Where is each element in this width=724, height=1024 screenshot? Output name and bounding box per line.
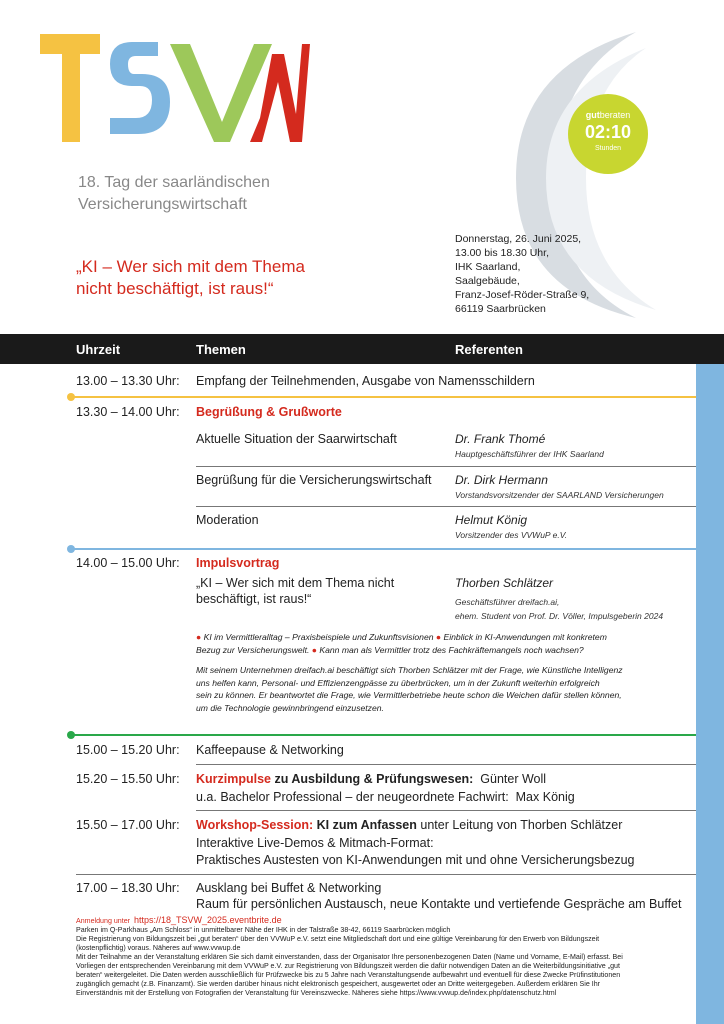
row2-s3-topic: Moderation <box>196 513 259 527</box>
event-time: 13.00 bis 18.30 Uhr, <box>455 247 549 259</box>
divider <box>196 506 696 507</box>
badge-brand-suffix: beraten <box>599 110 631 120</box>
row3-speaker-name: Thorben Schlätzer <box>455 576 554 590</box>
row5-speaker: Günter Woll <box>480 772 547 786</box>
divider <box>76 874 696 875</box>
footer-line6: beraten“ weitergeleitet. Die Daten werden ausschließlich für Prüfzwecke bis zu 5 Jahre nach Veranstaltungsende aufbewahrt und eventuell für diese Zwecke Prüfinstitutionen <box>76 971 621 979</box>
logo-letter-t-stem <box>62 34 80 142</box>
bullet2: Einblick in KI-Anwendungen mit konkretem <box>443 632 607 642</box>
row5-speaker2: Max König <box>515 790 575 804</box>
row6-title-rest: unter Leitung von Thorben Schlätzer <box>420 818 623 832</box>
event-street: Franz-Josef-Röder-Straße 9, <box>455 289 590 301</box>
row2-s2-role: Vorstandsvorsitzender der SAARLAND Versicherungen <box>455 490 664 500</box>
row3-topic-line1: „KI – Wer sich mit dem Thema nicht <box>196 576 395 590</box>
bullet2-cont: Bezug zur Versicherungswelt. <box>196 644 310 655</box>
event-info <box>455 232 589 316</box>
row3-speaker-role1: Geschäftsführer dreifach.ai, <box>455 597 560 607</box>
row5-title: Kurzimpulse <box>196 772 272 786</box>
row5-line2 <box>196 790 575 804</box>
footer-line1: Parken im Q-Parkhaus „Am Schloss“ in unmittelbarer Nähe der IHK in der Talstraße 38-42, 66119 Saarbrücken möglich <box>76 926 451 934</box>
row5-time: 15.20 – 15.50 Uhr: <box>76 772 180 786</box>
row3-speaker-role2: ehem. Student von Prof. Dr. Völler, Impulsgeberin 2024 <box>455 611 664 621</box>
row5-subtopic: u.a. Bachelor Professional – der neugeordnete Fachwirt: <box>196 790 509 804</box>
footer-line2: Die Registrierung von Bildungszeit bei „gut beraten“ über den VVWuP e.V. setzt eine Mitgliedschaft dort und eine gültige Vereinbarung für den Erwerb von Bildungszeit <box>76 935 600 943</box>
row6-time: 15.50 – 17.00 Uhr: <box>76 818 180 832</box>
divider-blue <box>70 548 696 550</box>
registration-link[interactable]: https://18_TSVW_2025.eventbrite.de <box>133 915 282 925</box>
quote-line2: nicht beschäftigt, ist raus!“ <box>76 279 274 298</box>
row6-title: Workshop-Session: <box>196 818 314 832</box>
subtitle-line1: 18. Tag der saarländischen <box>78 174 270 191</box>
bullet-dot: ● <box>311 644 317 655</box>
desc-line3: sein zu können. Er beantwortet die Frage, wie Vermittlerbetriebe heute schon die Weichen dafür stellen können, <box>196 690 622 700</box>
sidebar-accent <box>696 364 724 1024</box>
agenda-header <box>0 334 724 364</box>
row5-title-rest: zu Ausbildung & Prüfungswesen: <box>274 772 474 786</box>
row7-text: Ausklang bei Buffet & Networking <box>196 881 382 895</box>
badge-brand-prefix: gut <box>585 110 600 120</box>
subtitle-line2: Versicherungswirtschaft <box>78 196 247 213</box>
divider-green <box>70 734 696 736</box>
row6-line1 <box>196 818 622 832</box>
row5-line1 <box>196 772 546 786</box>
row4-time: 15.00 – 15.20 Uhr: <box>76 743 180 757</box>
footer-line3: (kostenpflichtig) voraus. Näheres auf www.vvwup.de <box>76 944 241 952</box>
row6-line2: Interaktive Live-Demos & Mitmach-Format: <box>196 836 434 850</box>
row2-s1-topic: Aktuelle Situation der Saarwirtschaft <box>196 432 397 446</box>
row6-title-bold: KI zum Anfassen <box>316 818 417 832</box>
row1-time: 13.00 – 13.30 Uhr: <box>76 374 180 388</box>
bullet3: Kann man als Vermittler trotz des Fachkräftemangels noch wachsen? <box>319 644 584 655</box>
row2-title: Begrüßung & Grußworte <box>196 405 342 419</box>
badge-time: 02:10 <box>584 122 632 142</box>
bullet-dot: ● <box>196 632 202 642</box>
event-quote <box>76 256 305 300</box>
registration-label: Anmeldung unter <box>76 917 131 925</box>
header-topics: Themen <box>196 342 246 357</box>
row3-description <box>196 664 696 714</box>
footer-line8: Einverständnis mit der Erstellung von Fotografien der Veranstaltung für Vereinszwecke. Näheres siehe https://www.vvwup.de/index.php/datenschutz.html <box>76 989 557 997</box>
row7-line2: Raum für persönlichen Austausch, neue Kontakte und vertiefende Gespräche am Buffet <box>196 897 682 911</box>
quote-line1: „KI – Wer sich mit dem Thema <box>76 257 305 276</box>
row7-time: 17.00 – 18.30 Uhr: <box>76 881 180 895</box>
row3-topic-line2: beschäftigt, ist raus!“ <box>196 592 312 606</box>
row2-s2-name: Dr. Dirk Hermann <box>455 473 548 487</box>
event-subtitle <box>78 172 270 216</box>
divider <box>196 810 696 811</box>
row3-title: Impulsvortrag <box>196 556 280 570</box>
row2-time: 13.30 – 14.00 Uhr: <box>76 405 180 419</box>
gut-beraten-badge <box>568 94 648 174</box>
tsvw-logo <box>40 34 310 144</box>
footer-line4: Mit der Teilnahme an der Veranstaltung erklären Sie sich damit einverstanden, dass der Organisator Ihre personenbezogenen Daten (Name und Vorname, E-Mail) erfasst. Bei <box>76 953 623 961</box>
row2-s2-topic: Begrüßung für die Versicherungswirtschaft <box>196 473 432 487</box>
logo-graphic <box>40 34 310 144</box>
row3-time: 14.00 – 15.00 Uhr: <box>76 556 180 570</box>
badge-unit: Stunden <box>594 145 622 152</box>
row6-line3: Praktisches Austesten von KI-Anwendungen mit und ohne Versicherungsbezug <box>196 853 635 867</box>
bullet1: KI im Vermittleralltag – Praxisbeispiele und Zukunftsvisionen <box>203 632 434 642</box>
row1-text: Empfang der Teilnehmenden, Ausgabe von Namensschildern <box>196 374 535 388</box>
header-speakers: Referenten <box>455 342 523 357</box>
divider <box>196 764 696 765</box>
divider <box>196 466 696 467</box>
bullet-dot: ● <box>435 632 442 642</box>
event-venue: IHK Saarland, <box>455 261 521 273</box>
row2-s1-role: Hauptgeschäftsführer der IHK Saarland <box>455 449 604 459</box>
row2-s1-name: Dr. Frank Thomé <box>455 432 546 446</box>
desc-line2: uns helfen kann, Personal- und Effizienzengpässe zu überbrücken, um in der Zukunft weiterhin erfolgreich <box>196 677 600 688</box>
desc-line4: um die Technologie gewinnbringend einzusetzen. <box>196 702 384 713</box>
event-city: 66119 Saarbrücken <box>455 303 546 315</box>
footer-line7: zugänglich gemacht (z.B. Finanzamt). Sie werden darüber hinaus nicht elektronisch gespeichert, ausgewertet oder an Dritte weitergegeben. Außerdem erklären Sie Ihr <box>76 980 601 988</box>
logo-letter-s <box>110 42 170 134</box>
row2-s3-role: Vorsitzender des VVWuP e.V. <box>455 530 568 540</box>
row3-bullets <box>196 631 691 656</box>
desc-line1: Mit seinem Unternehmen dreifach.ai beschäftigt sich Thorben Schlätzer mit der Frage, wie Künstliche Intelligenz <box>196 665 623 675</box>
row2-s3-name: Helmut König <box>455 513 528 527</box>
event-date: Donnerstag, 26. Juni 2025, <box>455 233 582 245</box>
header-time: Uhrzeit <box>76 342 121 357</box>
footer-line5: Vorliegen der entsprechenden Vereinbarung mit dem VVWuP e.V. zur Registrierung von Bildungszeit werden die dafür notwendigen Daten an die Weiterbildungsinitiative „gut <box>76 962 620 970</box>
footer-notes <box>76 916 688 998</box>
event-room: Saalgebäude, <box>455 275 520 287</box>
row4-text: Kaffeepause & Networking <box>196 743 344 757</box>
divider-yellow <box>70 396 696 398</box>
